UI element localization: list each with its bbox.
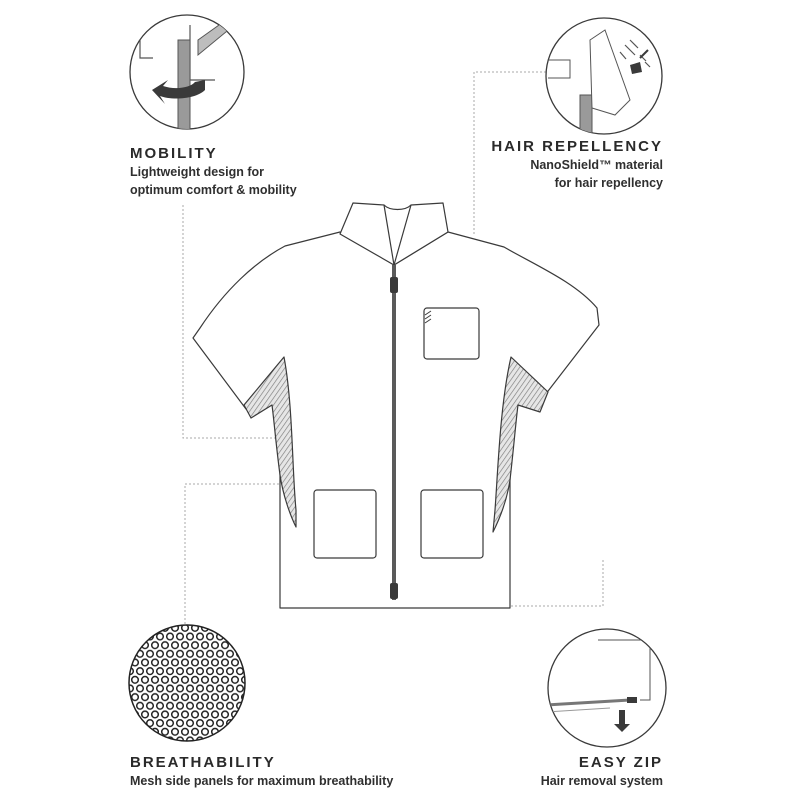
mobility-description-line1: Lightweight design for bbox=[130, 165, 265, 179]
hair-repellency-icon bbox=[546, 18, 662, 140]
mobility-feature bbox=[130, 145, 297, 199]
zipper-pull-top bbox=[390, 277, 398, 293]
right-lower-pocket bbox=[421, 490, 483, 558]
mobility-title: MOBILITY bbox=[130, 145, 218, 162]
leader-breathability bbox=[185, 484, 285, 628]
mesh-icon bbox=[129, 625, 245, 741]
hair-repellency-description-line1: NanoShield™ material bbox=[530, 158, 663, 172]
easy-zip-description: Hair removal system bbox=[540, 774, 663, 788]
hair-repellency-description-line2: for hair repellency bbox=[554, 176, 663, 190]
zipper-pull-bottom bbox=[390, 583, 398, 599]
hair-repellency-title: HAIR REPELLENCY bbox=[491, 138, 663, 155]
breathability-description: Mesh side panels for maximum breathability bbox=[130, 774, 394, 788]
easy-zip-feature bbox=[541, 754, 663, 790]
chest-pocket bbox=[424, 308, 479, 359]
breathability-title: BREATHABILITY bbox=[130, 754, 276, 771]
breathability-feature bbox=[130, 754, 393, 790]
left-lower-pocket bbox=[314, 490, 376, 558]
mobility-description-line2: optimum comfort & mobility bbox=[130, 183, 297, 197]
easy-zip-title: EASY ZIP bbox=[578, 754, 663, 771]
zip-icon bbox=[545, 629, 666, 747]
hair-repellency-feature bbox=[491, 138, 663, 192]
mobility-icon bbox=[130, 15, 244, 140]
jacket-illustration bbox=[193, 203, 599, 608]
collar-band bbox=[384, 205, 411, 210]
